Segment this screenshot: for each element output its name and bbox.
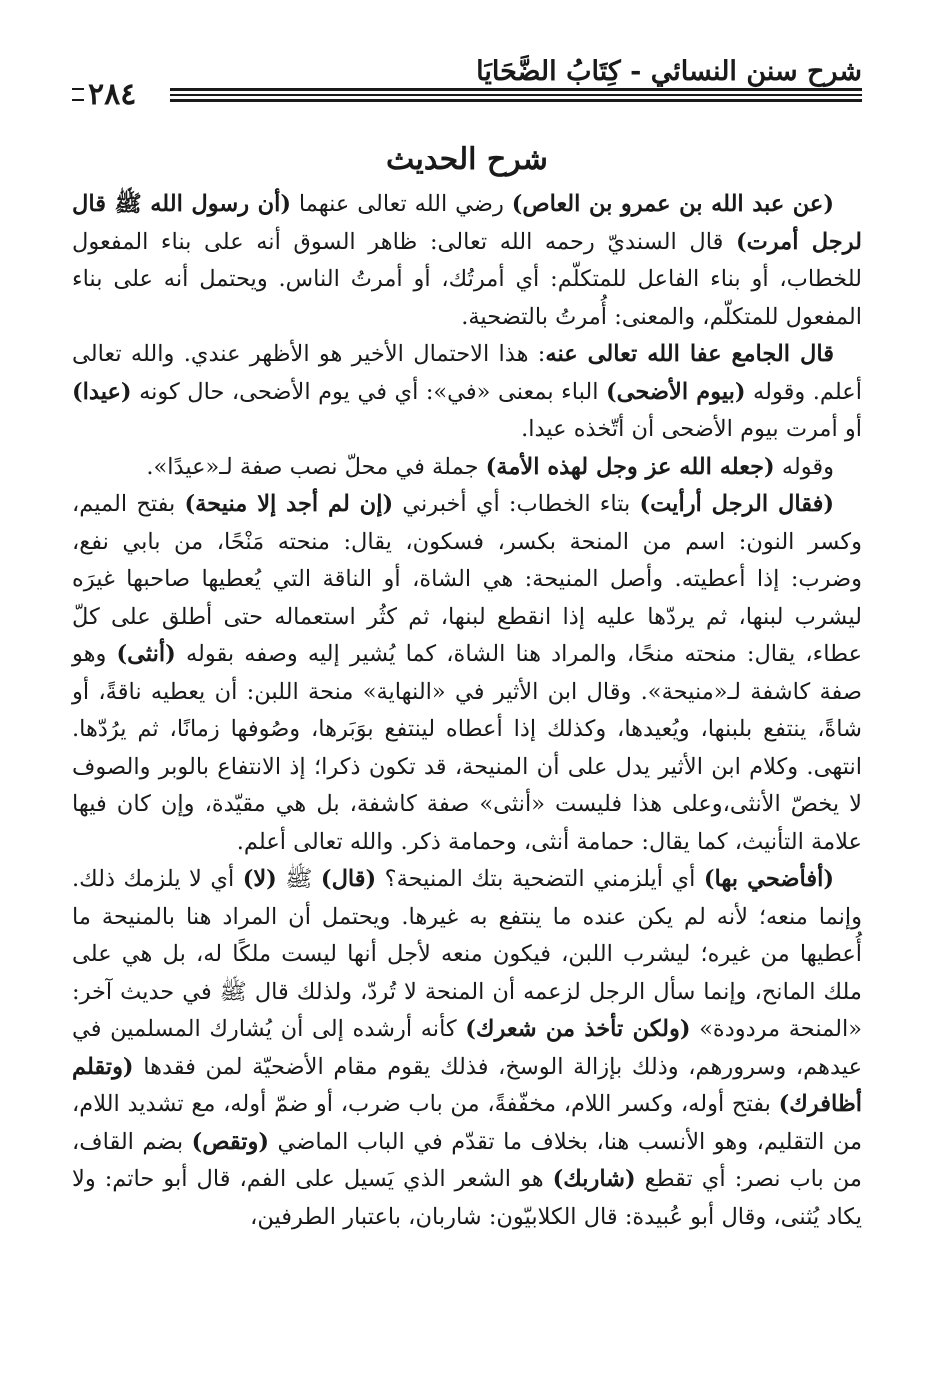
text-run: وقوله xyxy=(774,453,834,480)
bold-phrase: (أن رسول الله ﷺ قال لرجل أمرت) xyxy=(72,191,862,255)
header-rule xyxy=(170,94,862,96)
bold-phrase: (قال) xyxy=(320,866,377,892)
bold-phrase: (وتقلم أظافرك) xyxy=(72,1053,862,1117)
text-run: بضم القاف، من باب نصر: أي تقطع xyxy=(72,1128,862,1192)
bold-phrase: (بيوم الأضحى) xyxy=(605,378,746,405)
bold-phrase: (إن لم أجد إلا منيحة) xyxy=(184,491,394,517)
paragraph xyxy=(72,861,862,1236)
running-header xyxy=(72,52,862,112)
text-run: كأنه أرشده إلى أن يُشارك المسلمين في عيدهم، وسرورهم، وذلك بإزالة الوسخ، فذلك يقوم مقام الأضحيّة لمن فقدها xyxy=(72,1016,862,1080)
bold-phrase: (شاربك) xyxy=(552,1166,636,1192)
running-header-title: شرح سنن النسائي - كِتَابُ الضَّحَايَا xyxy=(476,56,862,87)
bold-phrase: (فقال الرجل أرأيت) xyxy=(639,491,834,517)
page-number-rule xyxy=(72,88,84,90)
paragraph xyxy=(72,186,862,336)
bold-phrase: (ولكن تأخذ من شعرك) xyxy=(465,1016,691,1042)
bold-phrase: (أنثى) xyxy=(116,641,176,667)
text-run: ﷺ xyxy=(276,866,321,892)
paragraph xyxy=(72,486,862,861)
bold-phrase: (أفأضحي بها) xyxy=(703,866,834,892)
text-run: قال السنديّ رحمه الله تعالى: ظاهر السوق أنه على بناء المفعول للخطاب، أو بناء الفاعل للمتكلّم: أي أمرتُك، أو أمرتُ الناس. ويحتمل أنه على بناء المفعول للمتكلّم، والمعنى: أُمرتُ بالتضحية. xyxy=(72,228,862,330)
text-run: أي لا يلزمك ذلك. وإنما منعه؛ لأنه لم يكن عنده ما ينتفع به غيرها. ويحتمل أن المراد هنا بالمنيحة ما أُعطيها من غيره؛ ليشرب اللبن، فيكون منعه لأجل أنها ليست ملكًا له، بل هي على ملك المانح، وإنما سأل الرجل لزعمه أن المنحة لا تُردّ، ولذلك قال ﷺ في حديث آخر: «المنحة مردودة» xyxy=(72,866,862,1042)
text-run: أي أيلزمني التضحية بتك المنيحة؟ xyxy=(376,866,704,892)
text-run: : هذا الاحتمال الأخير هو الأظهر عندي. والله تعالى أعلم. وقوله xyxy=(72,341,862,405)
text-run: بتاء الخطاب: أي أخبرني xyxy=(393,491,640,517)
section-heading: شرح الحديث xyxy=(386,142,548,177)
bold-phrase: (عن عبد الله بن عمرو بن العاص) xyxy=(511,191,834,217)
header-rule xyxy=(170,88,862,91)
text-run: جملة في محلّ نصب صفة لـ«عيدًا». xyxy=(146,453,486,480)
text-run: بفتح أوله، وكسر اللام، مخفّفةً، من باب ضرب، أو ضمّ أوله، مع تشديد اللام، من التقليم، وهو الأنسب هنا، بخلاف ما تقدّم في الباب الماضي xyxy=(72,1091,863,1155)
bold-phrase: قال الجامع عفا الله تعالى عنه xyxy=(545,341,834,367)
paragraph xyxy=(72,336,862,449)
bold-phrase: (جعله الله عز وجل لهذه الأمة) xyxy=(485,453,775,480)
text-run: وهو صفة كاشفة لـ«منيحة». وقال ابن الأثير في «النهاية» منحة اللبن: أن يعطيه ناقةً، أو شاةً، ينتفع بلبنها، ويُعيدها، وكذلك إذا أعطاه لينتفع بوَبَرها، وصُوفها زمانًا، ثم يرُدّها. انتهى. وكلام ابن الأثير يدل على أن المنيحة، قد تكون ذكرا؛ إذ الانتفاع بالوبر والصوف لا يخصّ الأنثى،وعلى هذا فليست «أنثى» صفة كاشفة، بل هي مقيّدة، وإن كان فيها علامة التأنيث، كما يقال: حمامة أنثى، وحمامة ذكر. والله تعالى أعلم. xyxy=(72,641,862,855)
bold-phrase: (لا) xyxy=(242,866,277,892)
text-run: بفتح الميم، وكسر النون: اسم من المنحة بكسر، فسكون، يقال: منحته مَنْحًا، من بابي نفع، وضرب: إذا أعطيته. وأصل المنيحة: هي الشاة، أو الناقة التي يُعطيها صاحبها غيرَه ليشرب لبنها، ثم يردّها عليه إذا انقطع لبنها، ثم كثُر استعماله حتى أطلق على كلّ عطاء، يقال: منحته منحًا، والمراد هنا الشاة، كما يُشير إليه وصفه بقوله xyxy=(72,491,862,667)
text-run: هو الشعر الذي يَسيل على الفم، قال أبو حاتم: ولا يكاد يُثنى، وقال أبو عُبيدة: قال الكلابيّون: شاربان، باعتبار الطرفين، xyxy=(72,1166,862,1230)
page-number-rule xyxy=(72,99,84,101)
header-rule xyxy=(170,99,862,102)
text-run: أو أمرت بيوم الأضحى أن أتّخذه عيدا. xyxy=(521,416,862,442)
text-run: رضي الله تعالى عنهما xyxy=(291,191,512,217)
page-number: ٢٨٤ xyxy=(88,77,137,112)
bold-phrase: (وتقص) xyxy=(191,1128,270,1155)
text-run: الباء بمعنى «في»: أي في يوم الأضحى، حال كونه xyxy=(131,378,606,405)
body-text xyxy=(72,186,862,1236)
paragraph xyxy=(72,449,862,487)
bold-phrase: (عيدا) xyxy=(72,378,132,405)
